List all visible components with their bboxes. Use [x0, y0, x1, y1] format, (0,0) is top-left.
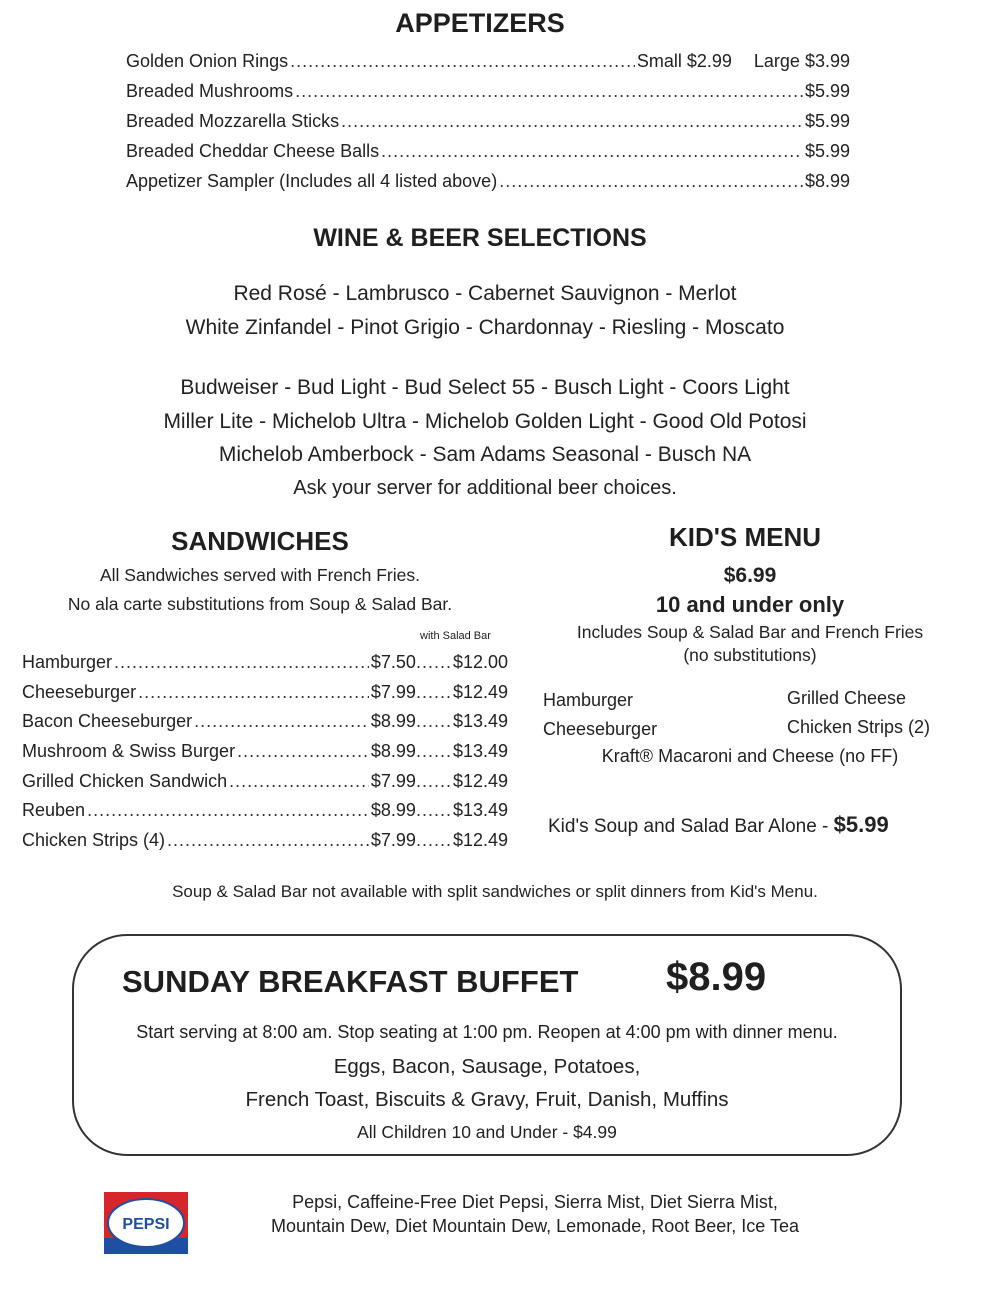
item-price: Small $2.99: [636, 51, 732, 71]
item-price: $5.99: [804, 111, 850, 131]
buffet-children-price: All Children 10 and Under - $4.99: [357, 1122, 617, 1142]
salad-bar-column-header: with Salad Bar: [420, 630, 491, 642]
sandwiches-list: [22, 648, 508, 856]
dot-leader: [237, 737, 369, 767]
item-name: Appetizer Sampler (Includes all 4 listed above): [126, 171, 498, 191]
item-name: Grilled Chicken Sandwich: [22, 770, 228, 791]
kids-item: Grilled Cheese: [787, 688, 907, 708]
list-item: [22, 648, 508, 678]
item-price: $8.99: [804, 171, 850, 191]
list-item: [126, 166, 850, 196]
buffet-price: $8.99: [666, 955, 767, 999]
kids-menu-no-substitutions: (no substitutions): [683, 645, 817, 665]
dot-leader: [416, 767, 453, 797]
list-item: [22, 678, 508, 708]
dot-leader: [416, 826, 453, 856]
list-item: [126, 106, 850, 136]
dot-leader: [416, 737, 453, 767]
item-name: Breaded Cheddar Cheese Balls: [126, 141, 380, 161]
dot-leader: [499, 166, 803, 196]
list-item: [22, 767, 508, 797]
item-price-with-salad: $12.00: [452, 652, 508, 672]
item-price: $7.99: [370, 681, 416, 702]
drinks-list-line: Pepsi, Caffeine-Free Diet Pepsi, Sierra Mist, Diet Sierra Mist,: [292, 1192, 778, 1212]
item-price-with-salad: $12.49: [452, 770, 508, 791]
item-price: $7.50: [370, 652, 416, 672]
kids-item-mac-and-cheese: Kraft® Macaroni and Cheese (no FF): [601, 746, 899, 766]
item-price-with-salad: $12.49: [452, 830, 508, 851]
split-order-note: Soup & Salad Bar not available with split sandwiches or split dinners from Kid's Menu.: [172, 882, 818, 901]
kids-menu-includes: Includes Soup & Salad Bar and French Fries: [576, 622, 924, 642]
dot-leader: [416, 707, 453, 737]
beer-list-line: Miller Lite - Michelob Ultra - Michelob Golden Light - Good Old Potosi: [163, 410, 807, 433]
list-item: [126, 136, 850, 166]
kids-menu-age-limit: 10 and under only: [655, 592, 845, 617]
item-price: $8.99: [370, 711, 416, 732]
item-name: Mushroom & Swiss Burger: [22, 741, 236, 762]
pepsi-logo-text: PEPSI: [122, 1216, 170, 1233]
item-name: Golden Onion Rings: [126, 51, 289, 71]
item-name: Hamburger: [22, 652, 113, 672]
beer-list-line: Budweiser - Bud Light - Bud Select 55 - Busch Light - Coors Light: [180, 376, 790, 399]
item-price: $5.99: [804, 81, 850, 101]
sandwiches-note: All Sandwiches served with French Fries.: [100, 565, 420, 585]
item-price-large: Large $3.99: [753, 51, 850, 71]
kids-menu-heading: KID'S MENU: [668, 522, 822, 552]
item-price-with-salad: $13.49: [452, 741, 508, 762]
dot-leader: [229, 767, 369, 797]
kids-salad-bar-alone: [548, 812, 889, 838]
item-name: Cheeseburger: [22, 681, 137, 702]
kids-menu-price: $6.99: [723, 564, 777, 587]
dot-leader: [290, 46, 635, 76]
wine-list-line: White Zinfandel - Pinot Grigio - Chardonnay - Riesling - Moscato: [185, 316, 785, 339]
list-item: [126, 46, 850, 76]
item-name: Bacon Cheeseburger: [22, 711, 193, 732]
item-price-with-salad: $13.49: [452, 711, 508, 732]
wine-beer-heading: WINE & BEER SELECTIONS: [313, 224, 647, 252]
item-price: $7.99: [370, 830, 416, 851]
item-price-with-salad: $12.49: [452, 681, 508, 702]
buffet-hours: Start serving at 8:00 am. Stop seating at 1:00 pm. Reopen at 4:00 pm with dinner menu.: [136, 1022, 838, 1042]
item-price: $8.99: [370, 741, 416, 762]
dot-leader: [167, 826, 369, 856]
buffet-heading: SUNDAY BREAKFAST BUFFET: [122, 964, 579, 999]
list-item: [22, 826, 508, 856]
dot-leader: [114, 648, 369, 678]
dot-leader: [416, 678, 453, 708]
item-price: $7.99: [370, 770, 416, 791]
item-name: Chicken Strips (4): [22, 830, 166, 851]
kids-item: Cheeseburger: [543, 719, 658, 739]
kids-salad-bar-alone-label: Kid's Soup and Salad Bar Alone -: [548, 816, 834, 837]
sandwiches-note: No ala carte substitutions from Soup & Salad Bar.: [67, 594, 453, 614]
item-name: Breaded Mushrooms: [126, 81, 294, 101]
buffet-items-line: French Toast, Biscuits & Gravy, Fruit, Danish, Muffins: [245, 1088, 729, 1111]
kids-salad-bar-alone-price: $5.99: [833, 812, 889, 837]
item-price: $8.99: [370, 800, 416, 821]
dot-leader: [138, 678, 369, 708]
wine-list-line: Red Rosé - Lambrusco - Cabernet Sauvignon - Merlot: [233, 282, 737, 305]
pepsi-logo: [104, 1192, 188, 1254]
sandwiches-heading: SANDWICHES: [171, 526, 349, 556]
dot-leader: [341, 106, 803, 136]
item-name: Breaded Mozzarella Sticks: [126, 111, 340, 131]
kids-item: Hamburger: [543, 690, 634, 710]
buffet-items-line: Eggs, Bacon, Sausage, Potatoes,: [333, 1055, 641, 1078]
dot-leader: [87, 796, 369, 826]
dot-leader: [295, 76, 803, 106]
dot-leader: [194, 707, 369, 737]
list-item: [22, 796, 508, 826]
drinks-list-line: Mountain Dew, Diet Mountain Dew, Lemonade, Root Beer, Ice Tea: [271, 1216, 799, 1236]
appetizers-list: [126, 46, 850, 196]
item-price: $5.99: [804, 141, 850, 161]
item-price-with-salad: $13.49: [452, 800, 508, 821]
dot-leader: [416, 648, 453, 678]
appetizers-heading: APPETIZERS: [395, 8, 565, 38]
list-item: [126, 76, 850, 106]
dot-leader: [416, 796, 453, 826]
list-item: [22, 707, 508, 737]
dot-leader: [381, 136, 803, 166]
beer-note: Ask your server for additional beer choices.: [293, 477, 677, 499]
beer-list-line: Michelob Amberbock - Sam Adams Seasonal - Busch NA: [218, 443, 752, 466]
kids-item: Chicken Strips (2): [787, 717, 931, 737]
item-name: Reuben: [22, 800, 86, 821]
list-item: [22, 737, 508, 767]
